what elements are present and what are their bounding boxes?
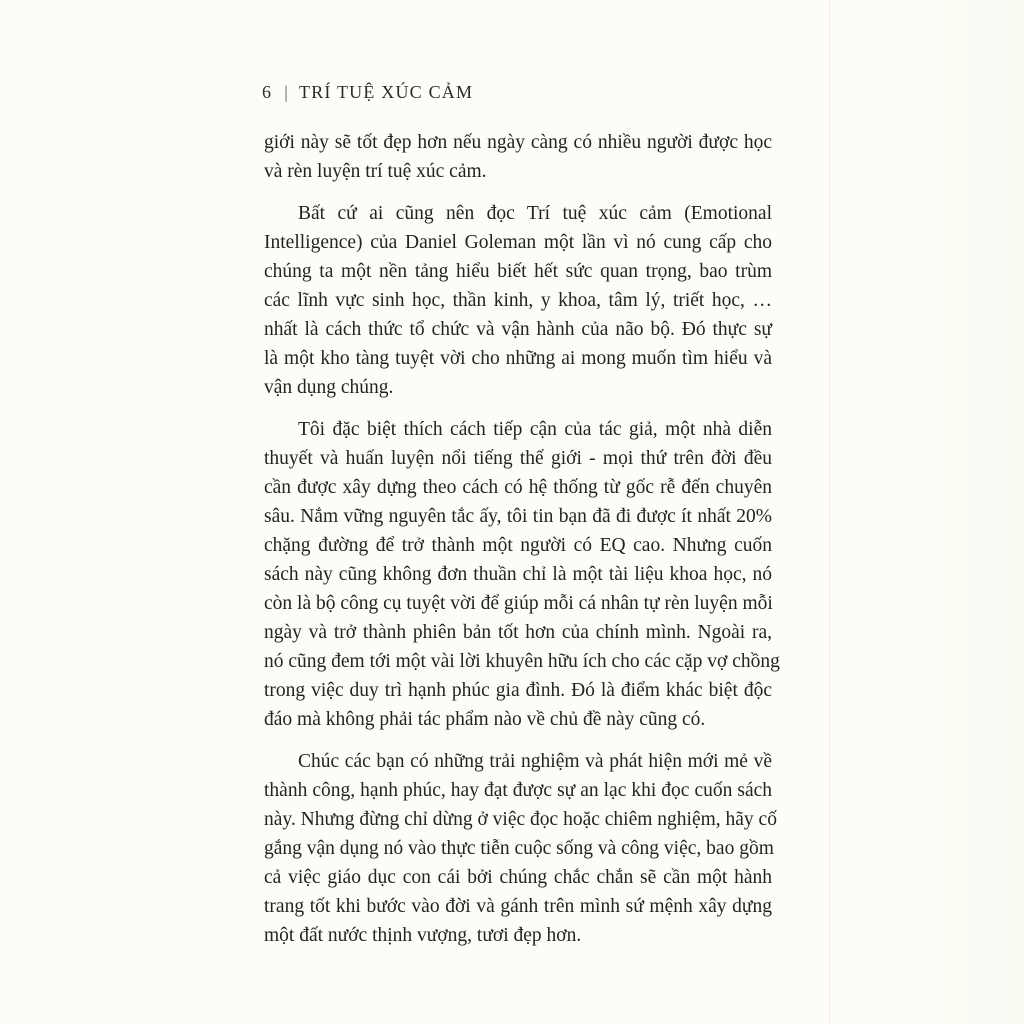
text-line: Bất cứ ai cũng nên đọc Trí tuệ xúc cảm (Emotional: [298, 203, 772, 224]
body-text: [264, 128, 780, 950]
text-line: Tôi đặc biệt thích cách tiếp cận của tác giả, một nhà diễn: [298, 419, 772, 440]
text-line: một đất nước thịnh vượng, tươi đẹp hơn.: [264, 925, 582, 946]
text-line: thành công, hạnh phúc, hay đạt được sự an lạc khi đọc cuốn sách: [264, 780, 772, 801]
text-line: chặng đường để trở thành một người có EQ cao. Nhưng cuốn: [264, 535, 772, 556]
text-line: trong việc duy trì hạnh phúc gia đình. Đó là điểm khác biệt độc: [264, 680, 772, 701]
header-separator: |: [284, 82, 290, 102]
text-line: thuyết và huấn luyện nổi tiếng thế giới - mọi thứ trên đời đều: [264, 448, 772, 469]
page-margin-shade: [829, 0, 1024, 1024]
text-line: này. Nhưng đừng chỉ dừng ở việc đọc hoặc chiêm nghiệm, hãy cố: [264, 809, 777, 830]
text-line: Intelligence) của Daniel Goleman một lần vì nó cung cấp cho: [264, 232, 772, 253]
text-line: là một kho tàng tuyệt vời cho những ai mong muốn tìm hiểu và: [264, 348, 772, 369]
text-line: cần được xây dựng theo cách có hệ thống từ gốc rễ đến chuyên: [264, 477, 772, 498]
text-line: gắng vận dụng nó vào thực tiễn cuộc sống và công việc, bao gồm: [264, 838, 774, 859]
running-header: [262, 82, 473, 103]
text-line: cả việc giáo dục con cái bởi chúng chắc chắn sẽ cần một hành: [264, 867, 772, 888]
paragraph: [264, 199, 772, 402]
text-line: nhất là cách thức tổ chức và vận hành của não bộ. Đó thực sự: [264, 319, 772, 340]
text-line: giới này sẽ tốt đẹp hơn nếu ngày càng có nhiều người được học: [264, 132, 772, 153]
text-line: Chúc các bạn có những trải nghiệm và phát hiện mới mẻ về: [298, 751, 772, 772]
text-line: sách này cũng không đơn thuần chỉ là một tài liệu khoa học, nó: [264, 564, 772, 585]
text-line: ngày và trở thành phiên bản tốt hơn của chính mình. Ngoài ra,: [264, 622, 772, 643]
text-line: trang tốt khi bước vào đời và gánh trên mình sứ mệnh xây dựng: [264, 896, 772, 917]
text-line: các lĩnh vực sinh học, thần kinh, y khoa, tâm lý, triết học, …: [264, 290, 772, 311]
text-line: và rèn luyện trí tuệ xúc cảm.: [264, 161, 487, 182]
text-line: sâu. Nắm vững nguyên tắc ấy, tôi tin bạn đã đi được ít nhất 20%: [264, 506, 772, 527]
paragraph: [264, 747, 777, 950]
text-line: còn là bộ công cụ tuyệt vời để giúp mỗi cá nhân tự rèn luyện mỗi: [264, 593, 773, 614]
paragraph: [264, 128, 772, 186]
text-line: đáo mà không phải tác phẩm nào về chủ đề này cũng có.: [264, 709, 706, 730]
text-line: nó cũng đem tới một vài lời khuyên hữu ích cho các cặp vợ chồng: [264, 651, 780, 672]
text-line: chúng ta một nền tảng hiểu biết hết sức quan trọng, bao trùm: [264, 261, 772, 282]
page-number: 6: [262, 82, 273, 102]
book-title: TRÍ TUỆ XÚC CẢM: [299, 82, 474, 102]
text-line: vận dụng chúng.: [264, 377, 394, 398]
paragraph: [264, 415, 780, 734]
